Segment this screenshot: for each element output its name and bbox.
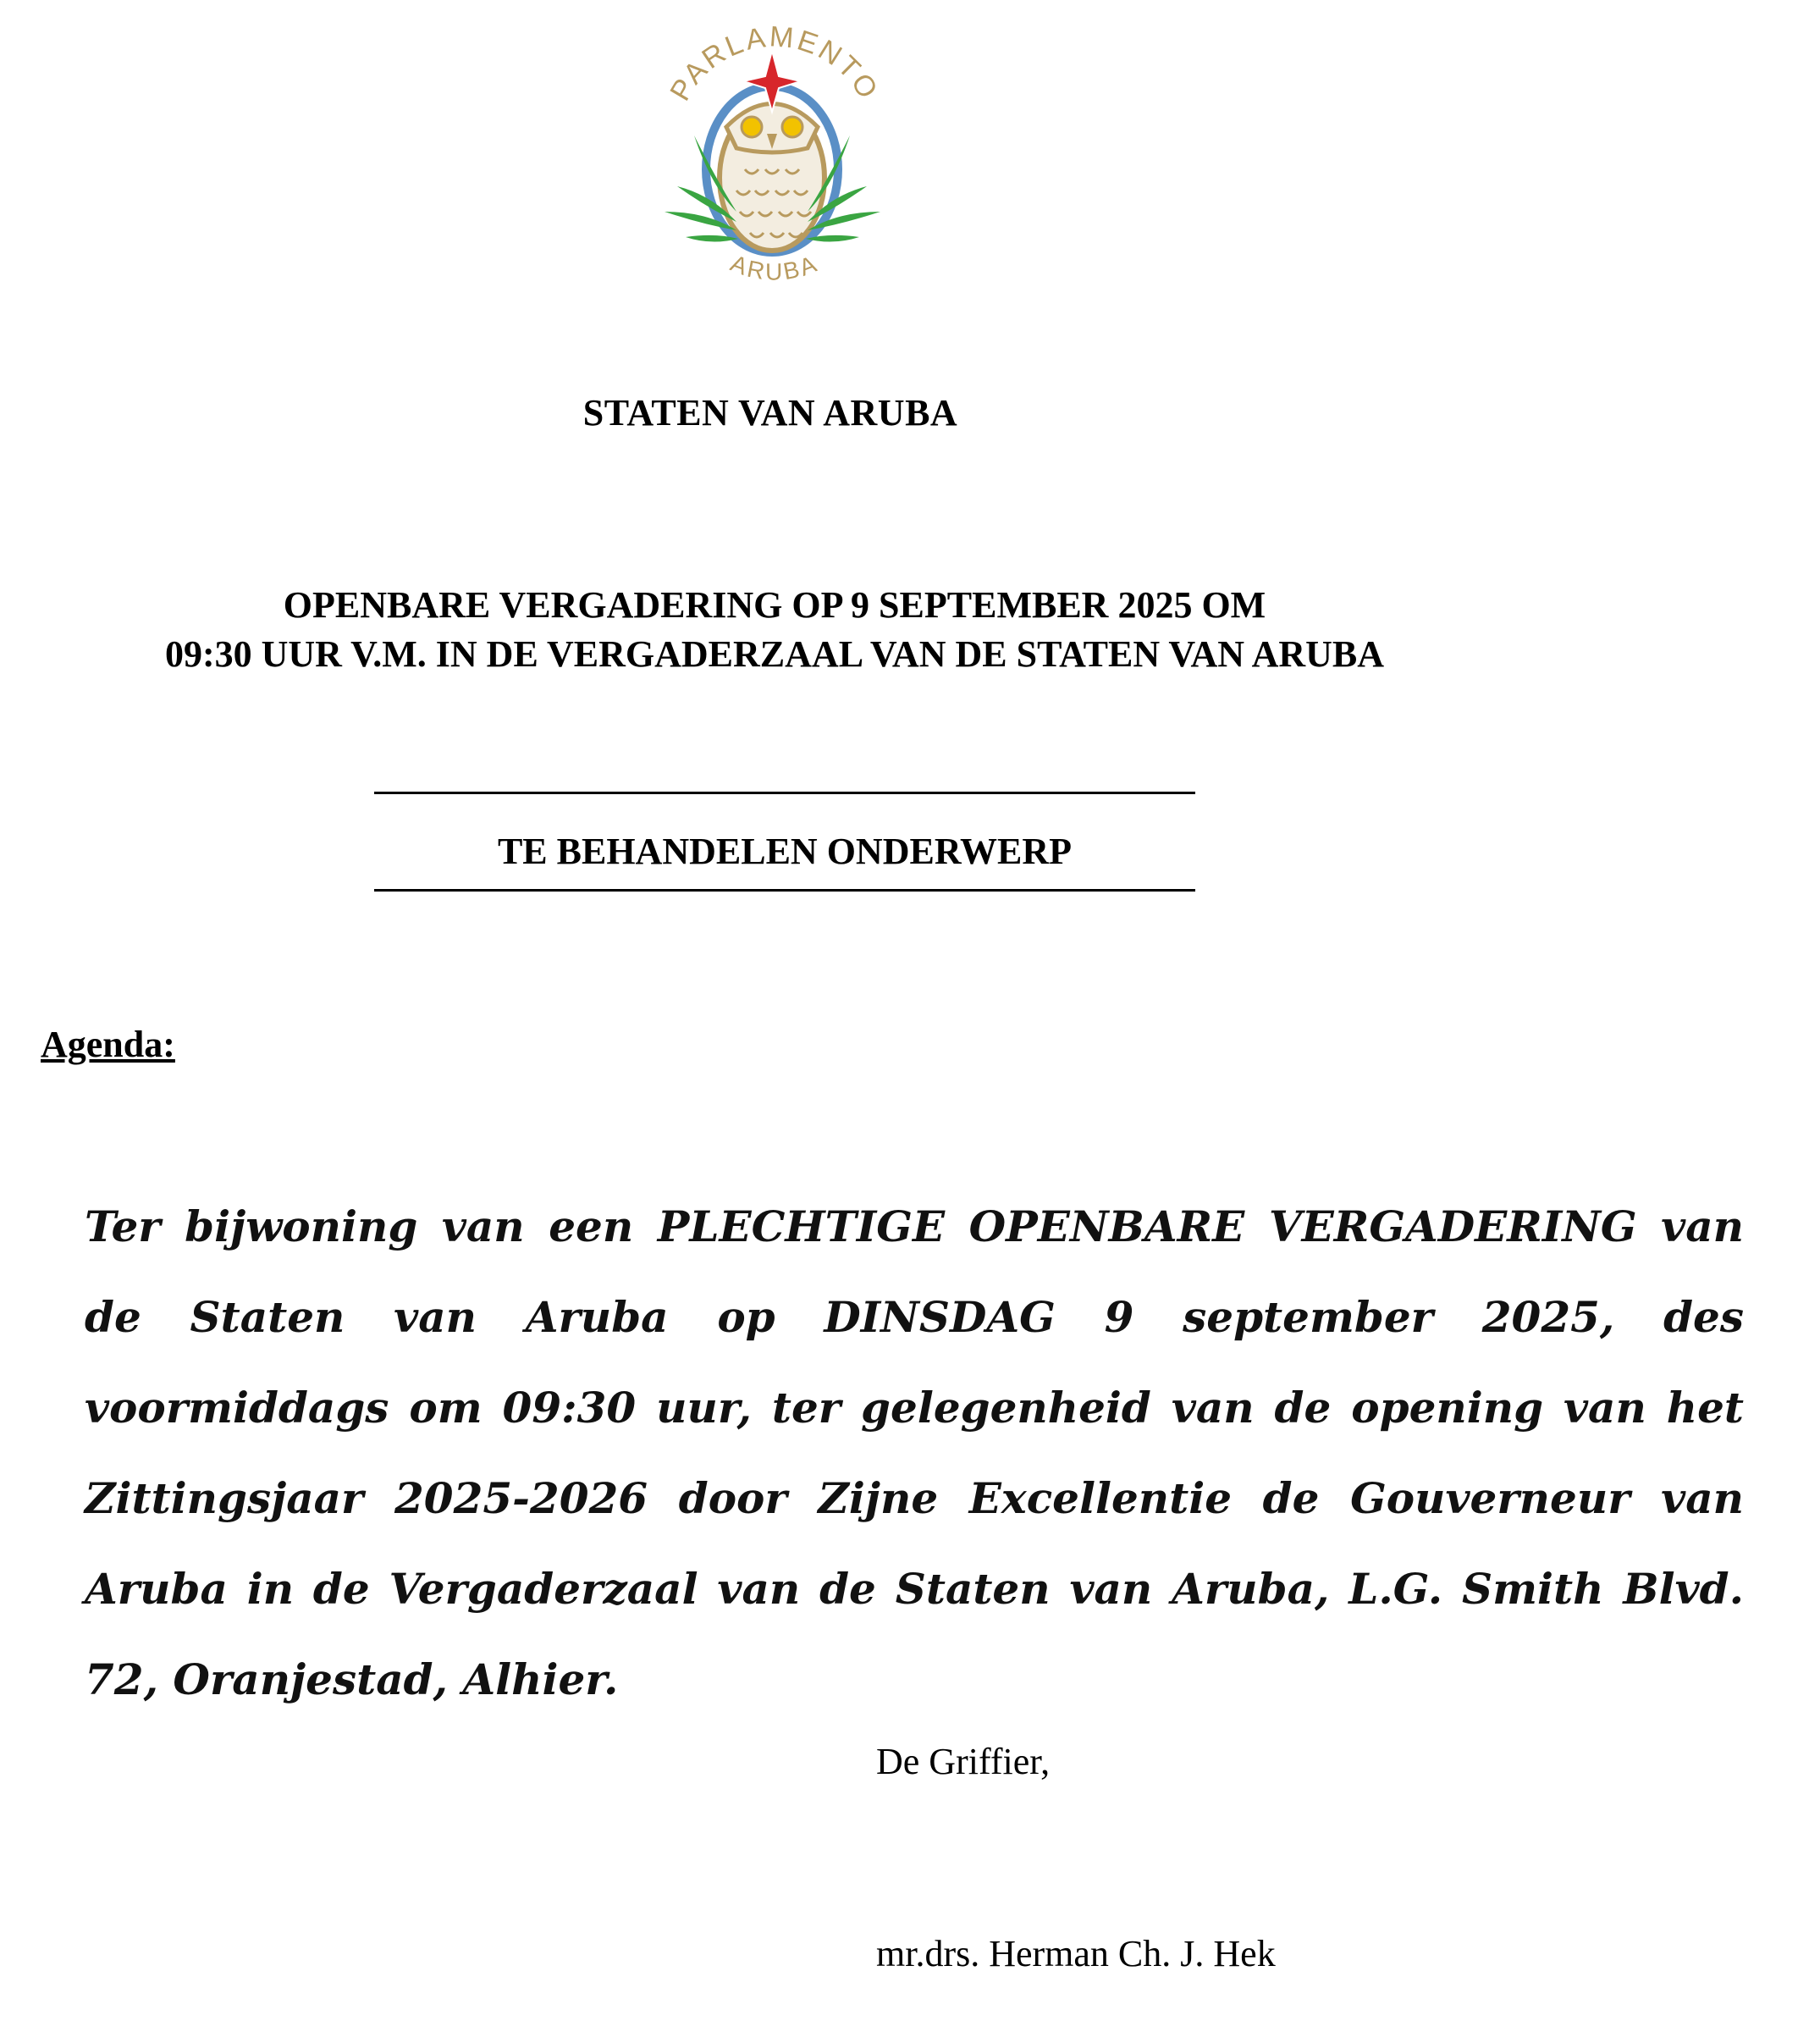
signature-role: De Griffier, xyxy=(876,1741,1051,1782)
red-star-icon xyxy=(743,51,801,112)
owl-right-eye xyxy=(782,117,802,137)
owl-left-eye xyxy=(742,117,762,137)
subject-top-rule xyxy=(374,792,1195,794)
agenda-label: Agenda: xyxy=(41,1024,175,1065)
logo-bottom-text: ARUBA xyxy=(726,249,823,285)
agenda-text: Ter bijwoning van een PLECHTIGE OPENBARE VERGADERING van de Staten van Aruba op DINSDAG 9 september 2025, des voormiddags om 09:30 uur, ter gelegenheid van de opening van het Zittingsjaar 2025-2026 door Zijne Excellentie de Gouverneur van Aruba in de Vergaderzaal van de Staten van Aruba, L.G. Smith Blvd. 72, Oranjestad, Alhier. xyxy=(85,1201,1744,1704)
meeting-heading-line-1: OPENBARE VERGADERING OP 9 SEPTEMBER 2025 OM xyxy=(283,584,1266,626)
signature-name: mr.drs. Herman Ch. J. Hek xyxy=(876,1933,1276,1974)
subject-bottom-rule xyxy=(374,889,1195,892)
document-title: STATEN VAN ARUBA xyxy=(582,392,958,433)
meeting-heading-line-2: 09:30 UUR V.M. IN DE VERGADERZAAL VAN DE STATEN VAN ARUBA xyxy=(164,633,1385,675)
parlamento-aruba-logo xyxy=(626,0,914,305)
owl-emblem xyxy=(626,0,914,305)
subject-heading: TE BEHANDELEN ONDERWERP xyxy=(497,831,1073,872)
logo-top-text: PARLAMENTO xyxy=(664,20,885,107)
meeting-heading xyxy=(0,581,1549,679)
